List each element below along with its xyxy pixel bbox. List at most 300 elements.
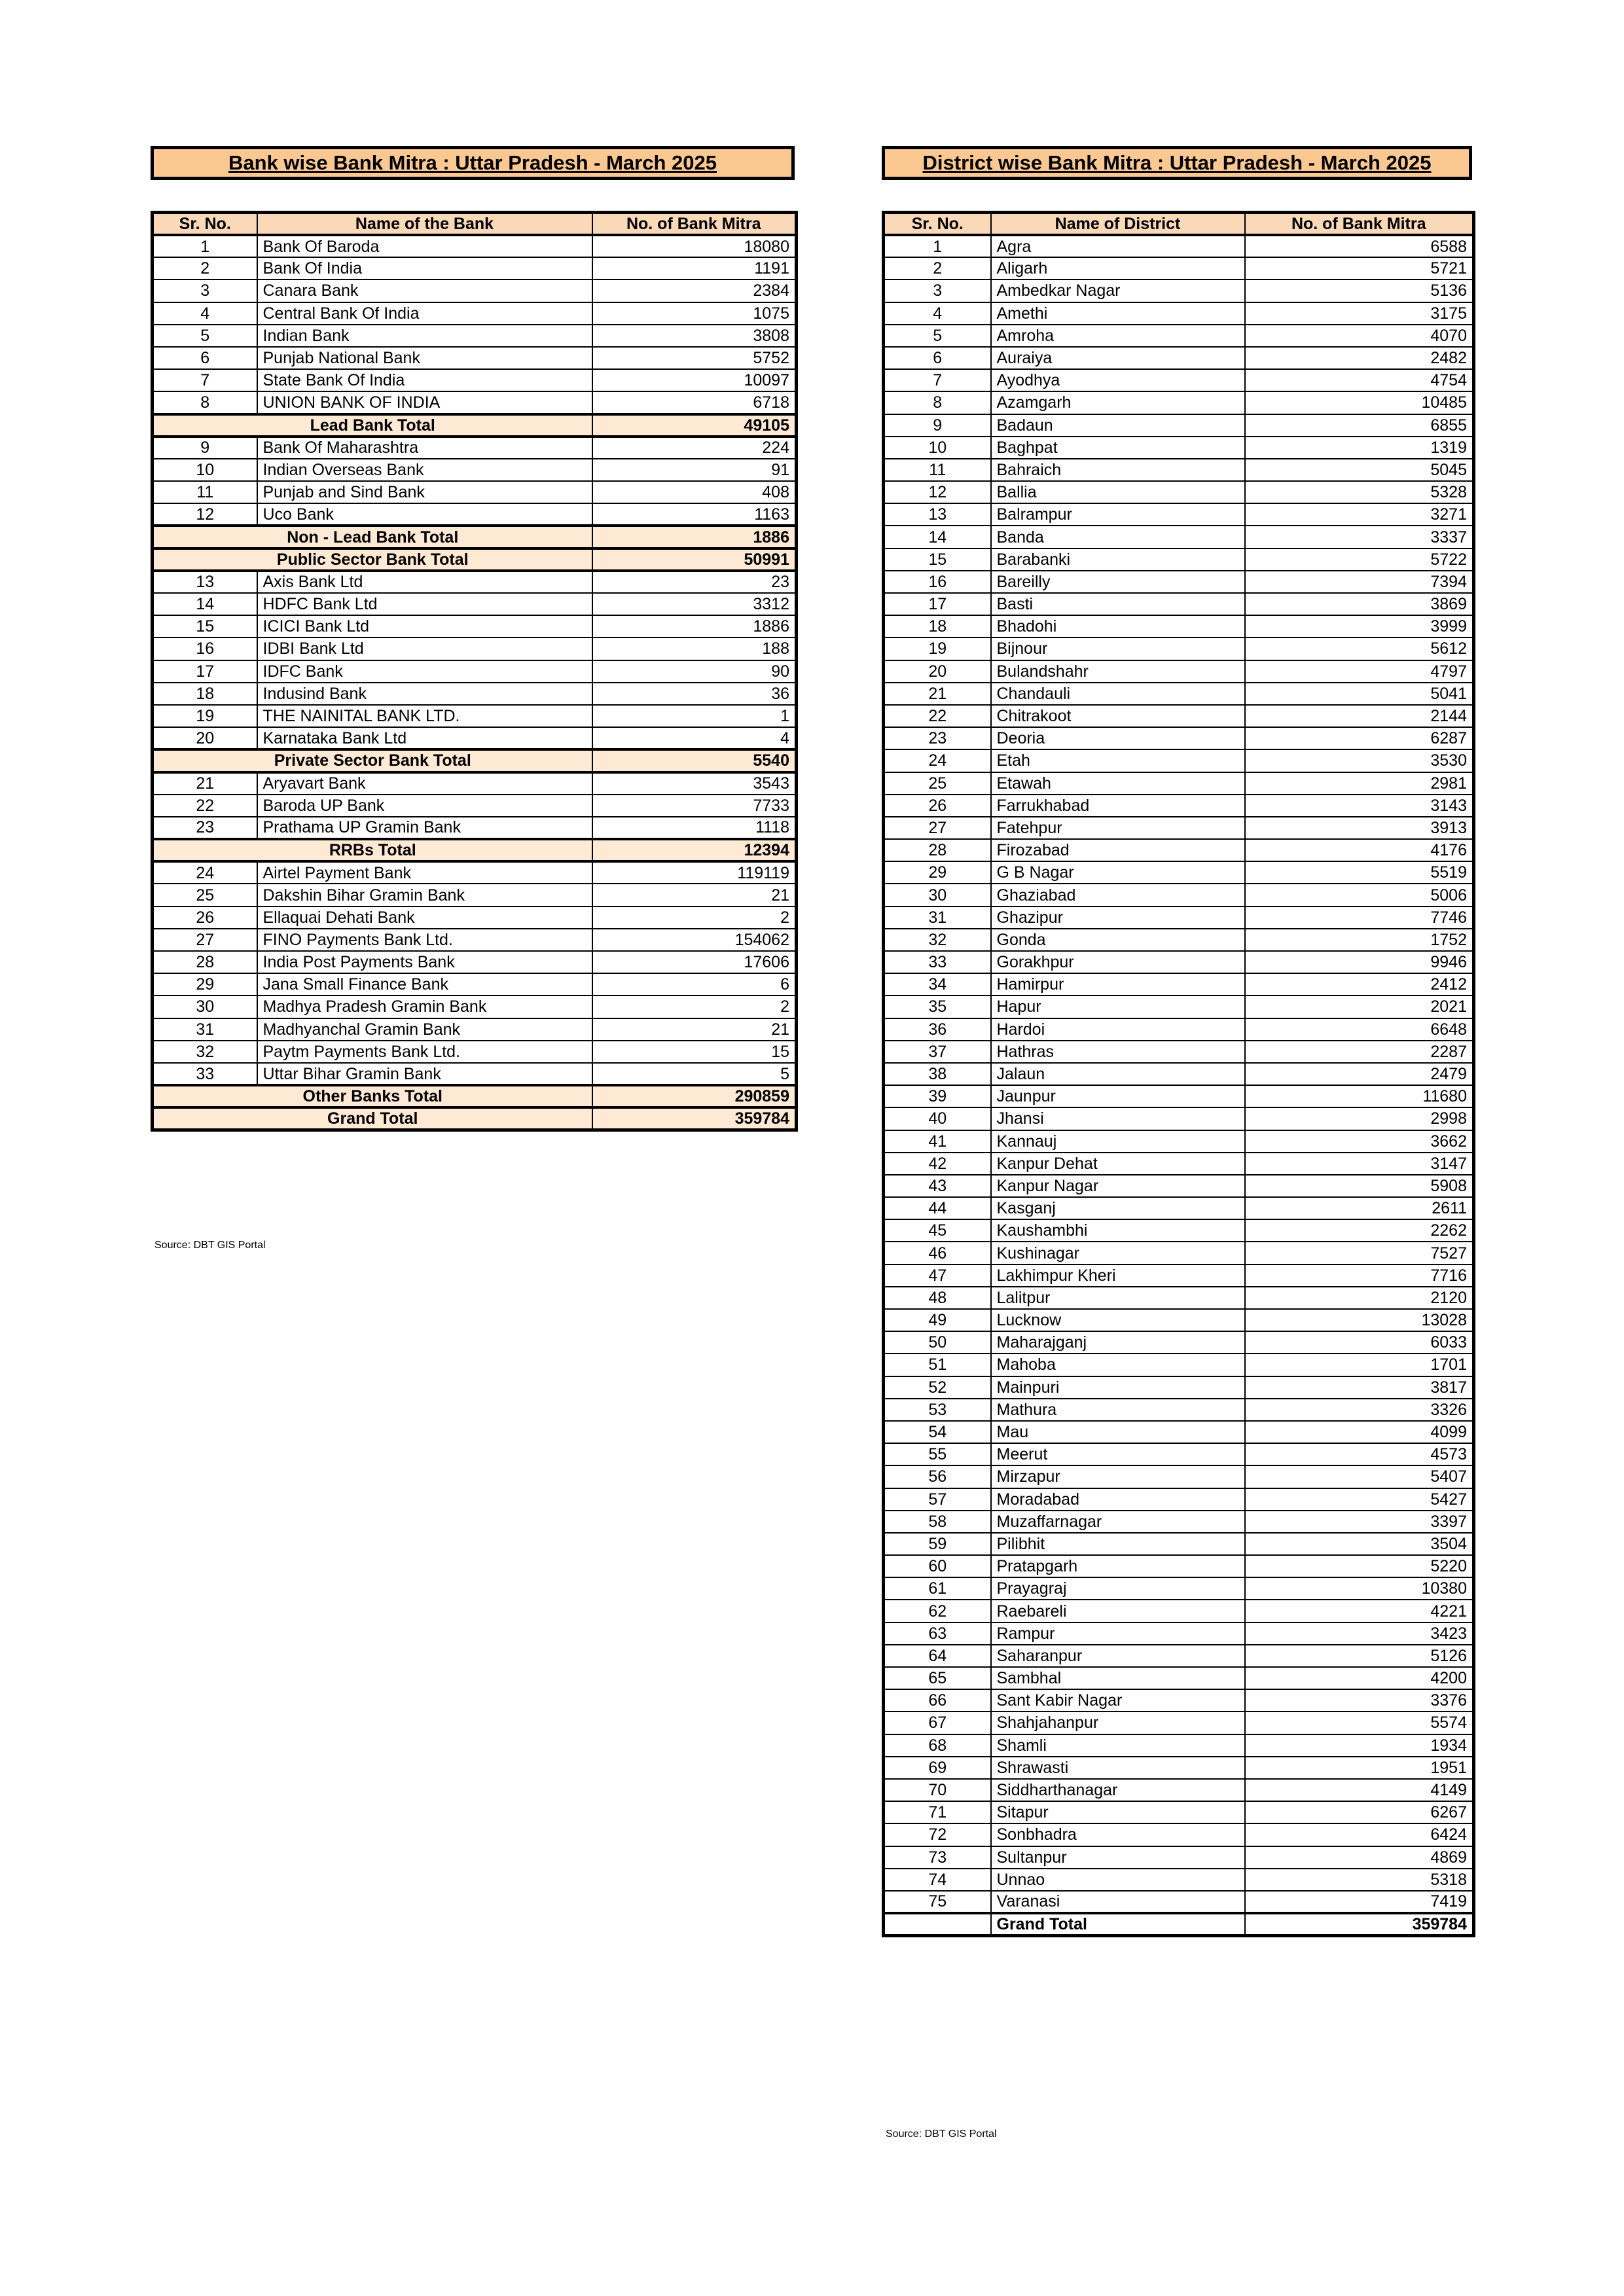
table-row bbox=[153, 437, 797, 459]
grand-total-value: 359784 bbox=[1245, 1913, 1474, 1936]
bank-mitra-count-cell: 91 bbox=[592, 459, 797, 481]
bank-mitra-count-cell: 5318 bbox=[1245, 1869, 1474, 1891]
district-name-cell: Hardoi bbox=[991, 1018, 1245, 1041]
table-row bbox=[884, 1287, 1474, 1309]
subtotal-row bbox=[153, 1107, 797, 1130]
sr-no-cell: 41 bbox=[884, 1130, 991, 1153]
bank-mitra-count-cell: 6718 bbox=[592, 391, 797, 414]
bank-mitra-count-cell: 5006 bbox=[1245, 884, 1474, 906]
sr-no-cell: 5 bbox=[153, 325, 257, 347]
bank-mitra-count-cell: 6588 bbox=[1245, 235, 1474, 257]
table-row bbox=[884, 1623, 1474, 1645]
district-name-cell: Bhadohi bbox=[991, 615, 1245, 637]
district-name-cell: Chandauli bbox=[991, 683, 1245, 705]
bank-name-cell: Airtel Payment Bank bbox=[257, 861, 592, 884]
bank-mitra-count-cell: 4221 bbox=[1245, 1600, 1474, 1622]
sr-no-cell: 26 bbox=[153, 906, 257, 929]
bank-mitra-count-cell: 3543 bbox=[592, 772, 797, 795]
district-wise-table bbox=[882, 211, 1475, 1937]
sr-no-cell: 55 bbox=[884, 1443, 991, 1465]
table-row bbox=[153, 347, 797, 369]
district-name-cell: Barabanki bbox=[991, 548, 1245, 571]
table-row bbox=[884, 951, 1474, 973]
table-row bbox=[884, 1085, 1474, 1107]
district-name-cell: Saharanpur bbox=[991, 1645, 1245, 1667]
subtotal-label: Non - Lead Bank Total bbox=[153, 526, 592, 548]
table-row bbox=[153, 817, 797, 839]
table-row bbox=[884, 1869, 1474, 1891]
bank-mitra-count-cell: 2412 bbox=[1245, 973, 1474, 996]
bank-mitra-count-cell: 3999 bbox=[1245, 615, 1474, 637]
table-row bbox=[884, 1555, 1474, 1577]
table-row bbox=[153, 235, 797, 257]
sr-no-cell: 7 bbox=[153, 369, 257, 391]
bank-name-cell: ICICI Bank Ltd bbox=[257, 615, 592, 637]
table-row bbox=[884, 683, 1474, 705]
bank-mitra-count-cell: 17606 bbox=[592, 951, 797, 973]
table-row bbox=[153, 996, 797, 1018]
table-row bbox=[884, 637, 1474, 660]
district-name-cell: Hamirpur bbox=[991, 973, 1245, 996]
district-name-cell: Hathras bbox=[991, 1041, 1245, 1063]
district-name-cell: Ayodhya bbox=[991, 369, 1245, 391]
subtotal-label: Public Sector Bank Total bbox=[153, 548, 592, 571]
table-row bbox=[153, 772, 797, 795]
subtotal-value: 290859 bbox=[592, 1085, 797, 1107]
bank-mitra-count-cell: 10097 bbox=[592, 369, 797, 391]
bank-name-cell: State Bank Of India bbox=[257, 369, 592, 391]
table-row bbox=[884, 593, 1474, 615]
table-row bbox=[884, 1577, 1474, 1600]
district-source-note: Source: DBT GIS Portal bbox=[886, 2128, 997, 2140]
bank-mitra-count-cell: 5722 bbox=[1245, 548, 1474, 571]
sr-no-cell: 40 bbox=[884, 1107, 991, 1130]
bank-name-cell: India Post Payments Bank bbox=[257, 951, 592, 973]
bank-name-cell: Madhyanchal Gramin Bank bbox=[257, 1018, 592, 1041]
bank-mitra-count-cell: 2479 bbox=[1245, 1063, 1474, 1085]
district-name-cell: Lalitpur bbox=[991, 1287, 1245, 1309]
bank-mitra-count-cell: 5041 bbox=[1245, 683, 1474, 705]
sr-no-cell: 42 bbox=[884, 1153, 991, 1175]
table-row bbox=[153, 257, 797, 279]
bank-mitra-count-header: No. of Bank Mitra bbox=[1245, 213, 1474, 236]
district-name-cell: Firozabad bbox=[991, 839, 1245, 861]
table-row bbox=[884, 369, 1474, 391]
bank-wise-table bbox=[151, 211, 798, 1132]
bank-name-cell: Punjab National Bank bbox=[257, 347, 592, 369]
bank-mitra-count-cell: 5519 bbox=[1245, 861, 1474, 884]
table-row bbox=[153, 369, 797, 391]
table-row bbox=[153, 660, 797, 683]
table-row bbox=[884, 1757, 1474, 1779]
subtotal-value: 12394 bbox=[592, 839, 797, 861]
sr-no-cell: 27 bbox=[884, 817, 991, 839]
sr-no-cell: 47 bbox=[884, 1265, 991, 1287]
sr-no-cell: 24 bbox=[153, 861, 257, 884]
bank-mitra-count-cell: 5220 bbox=[1245, 1555, 1474, 1577]
sr-no-header: Sr. No. bbox=[884, 213, 991, 236]
district-name-cell: Fatehpur bbox=[991, 817, 1245, 839]
table-row bbox=[884, 235, 1474, 257]
bank-name-cell: Punjab and Sind Bank bbox=[257, 481, 592, 503]
district-name-cell: Azamgarh bbox=[991, 391, 1245, 414]
district-name-cell: Kasganj bbox=[991, 1197, 1245, 1219]
table-row bbox=[884, 1823, 1474, 1846]
district-table-title: District wise Bank Mitra : Uttar Pradesh - March 2025 bbox=[882, 146, 1472, 180]
table-row bbox=[153, 973, 797, 996]
sr-no-cell: 32 bbox=[884, 929, 991, 951]
subtotal-value: 50991 bbox=[592, 548, 797, 571]
sr-no-cell: 21 bbox=[884, 683, 991, 705]
bank-mitra-count-cell: 1752 bbox=[1245, 929, 1474, 951]
table-row bbox=[884, 1219, 1474, 1242]
table-row bbox=[884, 1197, 1474, 1219]
bank-mitra-count-cell: 7746 bbox=[1245, 906, 1474, 929]
sr-no-cell: 25 bbox=[884, 772, 991, 795]
sr-no-cell: 22 bbox=[884, 705, 991, 727]
table-row bbox=[884, 1354, 1474, 1376]
sr-no-cell: 48 bbox=[884, 1287, 991, 1309]
sr-no-cell: 20 bbox=[153, 727, 257, 749]
bank-mitra-count-cell: 3326 bbox=[1245, 1399, 1474, 1421]
sr-no-cell: 44 bbox=[884, 1197, 991, 1219]
sr-no-cell: 23 bbox=[884, 727, 991, 749]
bank-name-cell: HDFC Bank Ltd bbox=[257, 593, 592, 615]
sr-no-cell: 74 bbox=[884, 1869, 991, 1891]
district-name-cell: Meerut bbox=[991, 1443, 1245, 1465]
sr-no-cell: 25 bbox=[153, 884, 257, 906]
district-name-cell: Mau bbox=[991, 1421, 1245, 1443]
bank-mitra-count-cell: 6855 bbox=[1245, 414, 1474, 437]
bank-table-body bbox=[153, 235, 797, 1130]
bank-mitra-count-cell: 3397 bbox=[1245, 1511, 1474, 1533]
sr-no-cell: 20 bbox=[884, 660, 991, 683]
district-name-cell: Kannauj bbox=[991, 1130, 1245, 1153]
sr-no-cell: 37 bbox=[884, 1041, 991, 1063]
table-row bbox=[153, 951, 797, 973]
sr-no-cell: 13 bbox=[153, 571, 257, 593]
sr-no-cell: 14 bbox=[884, 526, 991, 548]
table-row bbox=[153, 884, 797, 906]
bank-mitra-count-cell: 2 bbox=[592, 906, 797, 929]
sr-no-cell: 33 bbox=[153, 1063, 257, 1085]
district-name-cell: Muzaffarnagar bbox=[991, 1511, 1245, 1533]
table-row bbox=[884, 1175, 1474, 1197]
bank-name-cell: Baroda UP Bank bbox=[257, 795, 592, 817]
table-row bbox=[153, 637, 797, 660]
bank-mitra-count-cell: 1951 bbox=[1245, 1757, 1474, 1779]
bank-name-cell: Bank Of Maharashtra bbox=[257, 437, 592, 459]
bank-mitra-count-cell: 36 bbox=[592, 683, 797, 705]
table-row bbox=[153, 459, 797, 481]
bank-name-cell: Paytm Payments Bank Ltd. bbox=[257, 1041, 592, 1063]
table-row bbox=[884, 817, 1474, 839]
district-name-cell: Ghaziabad bbox=[991, 884, 1245, 906]
bank-mitra-count-cell: 3808 bbox=[592, 325, 797, 347]
table-row bbox=[884, 884, 1474, 906]
table-row bbox=[884, 1063, 1474, 1085]
bank-mitra-count-cell: 9946 bbox=[1245, 951, 1474, 973]
table-row bbox=[884, 1533, 1474, 1555]
table-row bbox=[884, 1689, 1474, 1712]
bank-mitra-count-cell: 6648 bbox=[1245, 1018, 1474, 1041]
bank-mitra-count-cell: 2 bbox=[592, 996, 797, 1018]
bank-name-cell: FINO Payments Bank Ltd. bbox=[257, 929, 592, 951]
bank-mitra-count-cell: 4797 bbox=[1245, 660, 1474, 683]
table-row bbox=[884, 1465, 1474, 1488]
sr-no-cell: 33 bbox=[884, 951, 991, 973]
bank-mitra-count-cell: 5126 bbox=[1245, 1645, 1474, 1667]
sr-no-cell: 26 bbox=[884, 795, 991, 817]
district-name-cell: Mainpuri bbox=[991, 1376, 1245, 1399]
bank-mitra-count-cell: 5752 bbox=[592, 347, 797, 369]
sr-no-cell: 51 bbox=[884, 1354, 991, 1376]
bank-mitra-count-cell: 1 bbox=[592, 705, 797, 727]
table-row bbox=[153, 683, 797, 705]
district-name-cell: Shahjahanpur bbox=[991, 1712, 1245, 1734]
table-row bbox=[153, 705, 797, 727]
bank-name-cell: Indian Bank bbox=[257, 325, 592, 347]
subtotal-label: Other Banks Total bbox=[153, 1085, 592, 1107]
sr-no-cell: 7 bbox=[884, 369, 991, 391]
sr-no-cell: 53 bbox=[884, 1399, 991, 1421]
table-row bbox=[884, 1846, 1474, 1869]
sr-no-cell: 19 bbox=[153, 705, 257, 727]
bank-mitra-count-cell: 2144 bbox=[1245, 705, 1474, 727]
table-row bbox=[153, 1063, 797, 1085]
district-table-body bbox=[884, 235, 1474, 1913]
table-row bbox=[884, 861, 1474, 884]
sr-no-cell: 36 bbox=[884, 1018, 991, 1041]
sr-no-cell: 15 bbox=[153, 615, 257, 637]
subtotal-row bbox=[153, 526, 797, 548]
sr-no-cell: 4 bbox=[884, 302, 991, 325]
table-row bbox=[884, 548, 1474, 571]
sr-no-cell: 63 bbox=[884, 1623, 991, 1645]
bank-name-cell: IDBI Bank Ltd bbox=[257, 637, 592, 660]
sr-no-cell: 32 bbox=[153, 1041, 257, 1063]
table-row bbox=[884, 571, 1474, 593]
table-row bbox=[884, 1242, 1474, 1264]
district-name-cell: Agra bbox=[991, 235, 1245, 257]
bank-mitra-count-cell: 1934 bbox=[1245, 1734, 1474, 1757]
table-row bbox=[884, 302, 1474, 325]
sr-no-cell: 3 bbox=[884, 279, 991, 302]
bank-mitra-count-cell: 21 bbox=[592, 884, 797, 906]
bank-mitra-count-cell: 18080 bbox=[592, 235, 797, 257]
district-name-cell: Deoria bbox=[991, 727, 1245, 749]
bank-name-cell: IDFC Bank bbox=[257, 660, 592, 683]
sr-no-cell: 62 bbox=[884, 1600, 991, 1622]
sr-no-cell: 5 bbox=[884, 325, 991, 347]
bank-mitra-count-cell: 6424 bbox=[1245, 1823, 1474, 1846]
table-row bbox=[884, 481, 1474, 503]
sr-no-cell: 71 bbox=[884, 1801, 991, 1823]
bank-mitra-count-cell: 5407 bbox=[1245, 1465, 1474, 1488]
bank-mitra-count-cell: 7527 bbox=[1245, 1242, 1474, 1264]
bank-mitra-count-cell: 7394 bbox=[1245, 571, 1474, 593]
table-row bbox=[884, 1712, 1474, 1734]
bank-mitra-count-cell: 224 bbox=[592, 437, 797, 459]
table-row bbox=[884, 1018, 1474, 1041]
bank-mitra-count-cell: 5612 bbox=[1245, 637, 1474, 660]
bank-name-cell: Prathama UP Gramin Bank bbox=[257, 817, 592, 839]
subtotal-label: Private Sector Bank Total bbox=[153, 749, 592, 772]
table-row bbox=[884, 906, 1474, 929]
sr-no-cell: 68 bbox=[884, 1734, 991, 1757]
bank-mitra-count-cell: 5721 bbox=[1245, 257, 1474, 279]
sr-no-cell: 2 bbox=[884, 257, 991, 279]
bank-name-cell: Axis Bank Ltd bbox=[257, 571, 592, 593]
sr-no-cell: 1 bbox=[884, 235, 991, 257]
bank-mitra-count-cell: 3662 bbox=[1245, 1130, 1474, 1153]
district-name-cell: Etah bbox=[991, 749, 1245, 772]
table-row bbox=[884, 1667, 1474, 1689]
district-name-cell: Siddharthanagar bbox=[991, 1779, 1245, 1801]
table-row bbox=[153, 615, 797, 637]
bank-mitra-count-cell: 5328 bbox=[1245, 481, 1474, 503]
bank-mitra-count-cell: 3423 bbox=[1245, 1623, 1474, 1645]
table-row bbox=[884, 1511, 1474, 1533]
district-name-cell: Unnao bbox=[991, 1869, 1245, 1891]
district-name-cell: Pratapgarh bbox=[991, 1555, 1245, 1577]
bank-mitra-count-cell: 7419 bbox=[1245, 1891, 1474, 1913]
table-row bbox=[884, 1891, 1474, 1913]
bank-name-cell: Jana Small Finance Bank bbox=[257, 973, 592, 996]
sr-no-cell: 66 bbox=[884, 1689, 991, 1712]
sr-no-cell: 19 bbox=[884, 637, 991, 660]
district-name-cell: Farrukhabad bbox=[991, 795, 1245, 817]
table-row bbox=[884, 615, 1474, 637]
sr-no-cell: 14 bbox=[153, 593, 257, 615]
sr-no-cell: 70 bbox=[884, 1779, 991, 1801]
table-row bbox=[153, 325, 797, 347]
table-row bbox=[884, 1130, 1474, 1153]
bank-mitra-count-cell: 5908 bbox=[1245, 1175, 1474, 1197]
subtotal-row bbox=[153, 548, 797, 571]
bank-mitra-count-cell: 2287 bbox=[1245, 1041, 1474, 1063]
district-name-cell: Badaun bbox=[991, 414, 1245, 437]
district-name-cell: Hapur bbox=[991, 996, 1245, 1018]
table-header-row bbox=[153, 213, 797, 236]
bank-mitra-count-cell: 13028 bbox=[1245, 1309, 1474, 1331]
table-row bbox=[884, 1443, 1474, 1465]
sr-no-cell: 65 bbox=[884, 1667, 991, 1689]
district-name-cell: Maharajganj bbox=[991, 1331, 1245, 1354]
sr-no-cell: 69 bbox=[884, 1757, 991, 1779]
bank-name-cell: Indian Overseas Bank bbox=[257, 459, 592, 481]
sr-no-cell: 6 bbox=[153, 347, 257, 369]
table-row bbox=[884, 660, 1474, 683]
sr-no-cell: 56 bbox=[884, 1465, 991, 1488]
sr-no-cell: 12 bbox=[884, 481, 991, 503]
sr-no-cell: 24 bbox=[884, 749, 991, 772]
sr-no-cell: 54 bbox=[884, 1421, 991, 1443]
bank-mitra-count-cell: 4070 bbox=[1245, 325, 1474, 347]
sr-no-header: Sr. No. bbox=[153, 213, 257, 236]
district-name-cell: Bijnour bbox=[991, 637, 1245, 660]
sr-no-cell: 38 bbox=[884, 1063, 991, 1085]
bank-mitra-count-cell: 10485 bbox=[1245, 391, 1474, 414]
bank-mitra-count-cell: 11680 bbox=[1245, 1085, 1474, 1107]
sr-no-cell: 28 bbox=[884, 839, 991, 861]
table-row bbox=[153, 1041, 797, 1063]
sr-no-cell: 13 bbox=[884, 503, 991, 526]
bank-mitra-count-cell: 3504 bbox=[1245, 1533, 1474, 1555]
table-row bbox=[884, 795, 1474, 817]
sr-no-cell: 50 bbox=[884, 1331, 991, 1354]
bank-mitra-count-cell: 90 bbox=[592, 660, 797, 683]
district-name-cell: Prayagraj bbox=[991, 1577, 1245, 1600]
sr-no-cell: 59 bbox=[884, 1533, 991, 1555]
sr-no-cell: 45 bbox=[884, 1219, 991, 1242]
table-row bbox=[884, 503, 1474, 526]
district-name-cell: Balrampur bbox=[991, 503, 1245, 526]
district-name-cell: Moradabad bbox=[991, 1488, 1245, 1511]
sr-no-cell: 9 bbox=[884, 414, 991, 437]
bank-source-note: Source: DBT GIS Portal bbox=[154, 1240, 266, 1251]
bank-name-cell: Ellaquai Dehati Bank bbox=[257, 906, 592, 929]
district-name-cell: Gorakhpur bbox=[991, 951, 1245, 973]
district-name-cell: Ghazipur bbox=[991, 906, 1245, 929]
bank-name-cell: Indusind Bank bbox=[257, 683, 592, 705]
table-row bbox=[153, 571, 797, 593]
sr-no-cell: 30 bbox=[884, 884, 991, 906]
table-row bbox=[153, 481, 797, 503]
bank-mitra-count-cell: 15 bbox=[592, 1041, 797, 1063]
bank-mitra-count-cell: 10380 bbox=[1245, 1577, 1474, 1600]
district-name-cell: Mahoba bbox=[991, 1354, 1245, 1376]
bank-mitra-count-cell: 7716 bbox=[1245, 1265, 1474, 1287]
subtotal-value: 359784 bbox=[592, 1107, 797, 1130]
sr-no-cell: 64 bbox=[884, 1645, 991, 1667]
table-row bbox=[884, 1107, 1474, 1130]
bank-mitra-count-cell: 3147 bbox=[1245, 1153, 1474, 1175]
bank-mitra-count-cell: 2482 bbox=[1245, 347, 1474, 369]
district-name-cell: Amroha bbox=[991, 325, 1245, 347]
district-name-cell: Rampur bbox=[991, 1623, 1245, 1645]
district-name-cell: Kanpur Nagar bbox=[991, 1175, 1245, 1197]
bank-name-cell: Uco Bank bbox=[257, 503, 592, 526]
bank-mitra-count-cell: 6033 bbox=[1245, 1331, 1474, 1354]
table-row bbox=[884, 1399, 1474, 1421]
district-name-cell: Kanpur Dehat bbox=[991, 1153, 1245, 1175]
table-row bbox=[153, 929, 797, 951]
district-name-cell: Mathura bbox=[991, 1399, 1245, 1421]
sr-no-cell: 4 bbox=[153, 302, 257, 325]
bank-mitra-count-cell: 1701 bbox=[1245, 1354, 1474, 1376]
table-row bbox=[884, 391, 1474, 414]
sr-no-cell: 12 bbox=[153, 503, 257, 526]
table-row bbox=[884, 1376, 1474, 1399]
sr-no-cell: 16 bbox=[153, 637, 257, 660]
district-name-cell: G B Nagar bbox=[991, 861, 1245, 884]
sr-no-cell: 30 bbox=[153, 996, 257, 1018]
sr-no-cell: 29 bbox=[884, 861, 991, 884]
bank-mitra-count-cell: 1191 bbox=[592, 257, 797, 279]
district-name-cell: Lucknow bbox=[991, 1309, 1245, 1331]
sr-no-cell: 43 bbox=[884, 1175, 991, 1197]
bank-mitra-count-cell: 154062 bbox=[592, 929, 797, 951]
table-row bbox=[884, 772, 1474, 795]
bank-name-cell: Canara Bank bbox=[257, 279, 592, 302]
bank-mitra-count-cell: 7733 bbox=[592, 795, 797, 817]
bank-mitra-count-cell: 4 bbox=[592, 727, 797, 749]
table-row bbox=[153, 861, 797, 884]
table-row bbox=[884, 459, 1474, 481]
sr-no-cell: 57 bbox=[884, 1488, 991, 1511]
bank-mitra-count-cell: 2021 bbox=[1245, 996, 1474, 1018]
